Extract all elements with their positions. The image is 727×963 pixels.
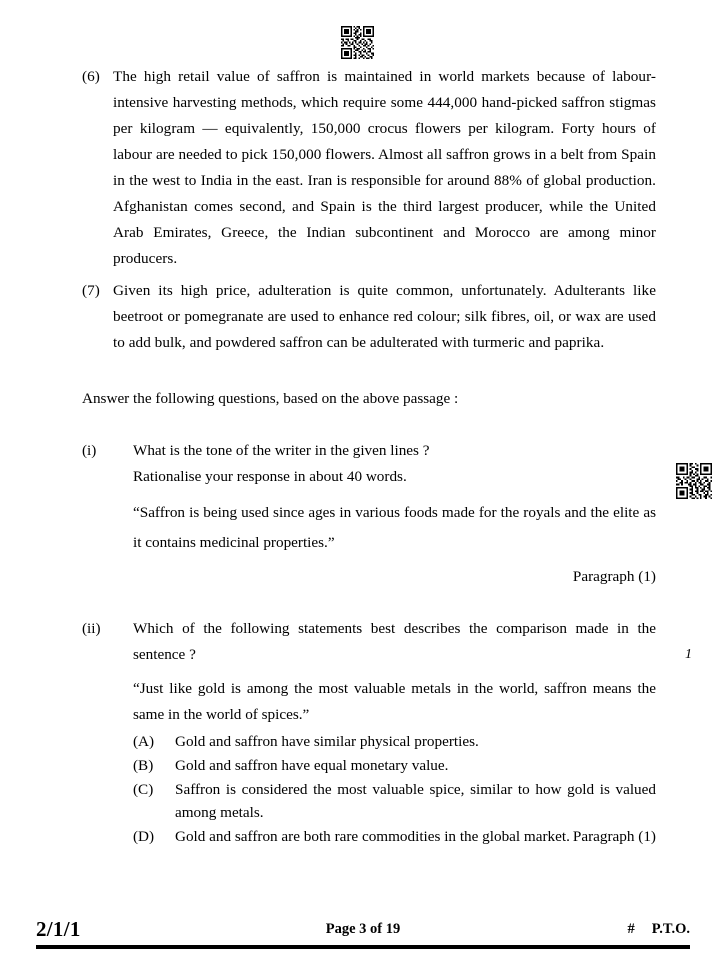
option-label: (B) bbox=[133, 757, 154, 774]
paragraph-reference: Paragraph (1) bbox=[572, 568, 656, 585]
option-d[interactable] bbox=[133, 825, 656, 848]
question-ii bbox=[82, 616, 692, 848]
answer-instruction: Answer the following questions, based on the above passage : bbox=[82, 390, 459, 407]
question-number: (i) bbox=[82, 442, 97, 459]
footer-row bbox=[36, 915, 690, 941]
question-number: (ii) bbox=[82, 620, 101, 637]
question-marks: 1 bbox=[685, 647, 692, 662]
option-b[interactable] bbox=[133, 754, 656, 777]
page-footer bbox=[36, 915, 690, 949]
option-text: Gold and saffron have similar physical properties. bbox=[175, 733, 479, 750]
question-quote: “Saffron is being used since ages in various foods made for the royals and the elite as it contains medicinal properties.” bbox=[133, 504, 656, 551]
qr-code-icon bbox=[676, 463, 712, 499]
option-text: Gold and saffron have equal monetary value. bbox=[175, 757, 449, 774]
paragraph-text: Given its high price, adulteration is quite common, unfortunately. Adulterants like beetroot or pomegranate are used to enhance red colour; silk fibres, oil, or wax are used to add bulk, and powdered saffron can be adulterated with turmeric and paprika. bbox=[113, 282, 656, 351]
option-label: (C) bbox=[133, 781, 154, 798]
question-stem-text: Which of the following statements best describes the comparison made in the sentence ? bbox=[133, 620, 656, 663]
question-stem-line-2: Rationalise your response in about 40 words. bbox=[133, 468, 407, 485]
paragraph-number: (7) bbox=[82, 282, 100, 299]
paragraph-text: The high retail value of saffron is maintained in world markets because of labour-intensive harvesting methods, which require some 444,000 hand-picked saffron stigmas per kilogram — equivalently, 150,000 crocus flowers per kilogram. Forty hours of labour are needed to pick 150,000 flowers. Almost all saffron grows in a belt from Spain in the west to India in the east. Iran is responsible for around 88% of global production. Afghanistan comes second, and Spain is the third largest producer, while the United Arab Emirates, Greece, the Indian subcontinent and Morocco are among minor producers. bbox=[113, 68, 656, 267]
option-label: (D) bbox=[133, 828, 155, 845]
question-stem bbox=[133, 616, 692, 668]
options-list bbox=[133, 730, 656, 848]
option-label: (A) bbox=[133, 733, 155, 750]
passage-paragraph bbox=[82, 64, 656, 272]
option-c[interactable] bbox=[133, 778, 656, 824]
paragraph-number: (6) bbox=[82, 68, 100, 85]
page-content bbox=[82, 64, 692, 848]
passage-paragraph bbox=[82, 278, 656, 356]
footer-right-group bbox=[627, 919, 690, 939]
paper-code: 2/1/1 bbox=[36, 917, 81, 941]
page-number: Page 3 of 19 bbox=[325, 921, 401, 937]
question-stem-line-1: What is the tone of the writer in the given lines ? bbox=[133, 442, 430, 459]
option-text: Saffron is considered the most valuable spice, similar to how gold is valued among metals. bbox=[175, 781, 656, 821]
paragraph-reference: Paragraph (1) bbox=[572, 828, 656, 845]
option-a[interactable] bbox=[133, 730, 656, 753]
question-i bbox=[82, 438, 656, 590]
option-text: Gold and saffron are both rare commodities in the global market. bbox=[175, 828, 570, 845]
pto-label: P.T.O. bbox=[651, 921, 690, 937]
hash-mark: # bbox=[627, 921, 635, 937]
footer-divider bbox=[36, 945, 690, 949]
question-quote: “Just like gold is among the most valuable metals in the world, saffron means the same in the world of spices.” bbox=[133, 680, 656, 723]
qr-code-icon bbox=[341, 26, 374, 59]
